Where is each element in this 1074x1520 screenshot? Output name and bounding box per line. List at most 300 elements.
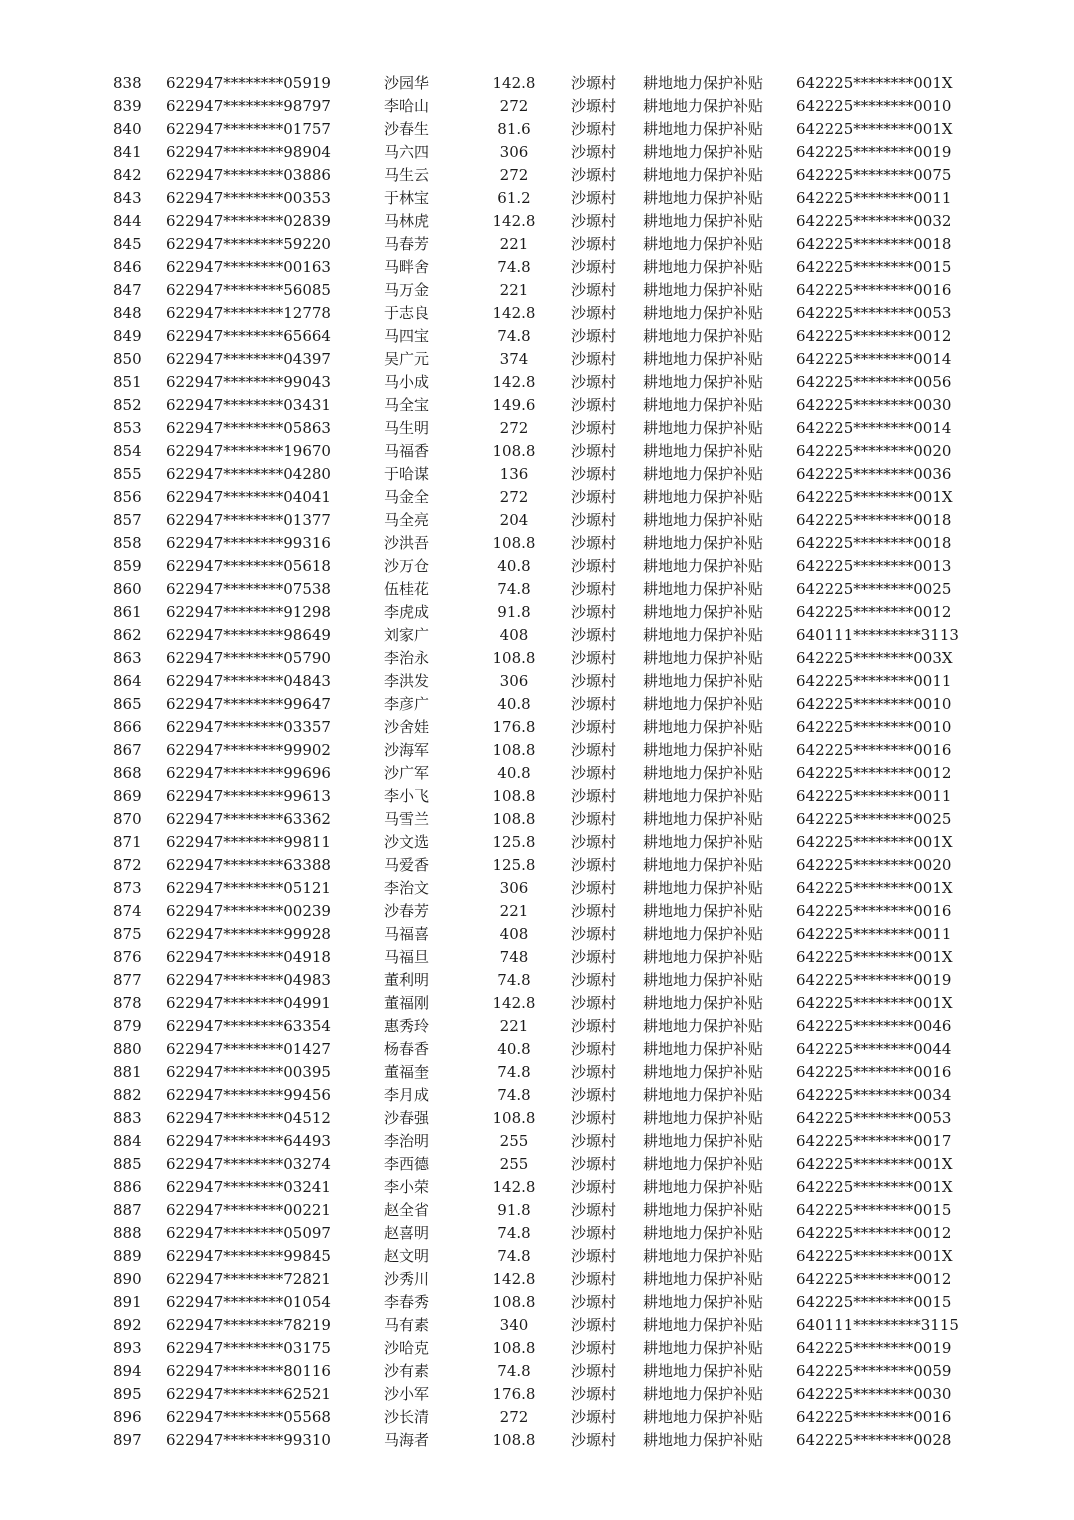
- subsidy-amount: 74.8: [497, 258, 531, 276]
- subsidy-item: 耕地地力保护补贴: [643, 143, 764, 161]
- village-name: 沙塬村: [571, 143, 617, 161]
- subsidy-item: 耕地地力保护补贴: [643, 166, 764, 184]
- subsidy-amount: 408: [499, 925, 529, 943]
- account-number: 622947********05097: [166, 1224, 331, 1242]
- village-name: 沙塬村: [571, 994, 617, 1012]
- recipient-name: 惠秀玲: [384, 1017, 430, 1035]
- subsidy-amount: 108.8: [492, 1109, 536, 1127]
- recipient-name: 李春秀: [384, 1293, 430, 1311]
- subsidy-item: 耕地地力保护补贴: [643, 1201, 764, 1219]
- account-number: 622947********56085: [166, 281, 331, 299]
- village-name: 沙塬村: [571, 1063, 617, 1081]
- subsidy-amount: 74.8: [497, 1247, 531, 1265]
- table-row: [0, 647, 1074, 670]
- table-row: [0, 969, 1074, 992]
- subsidy-amount: 142.8: [492, 1270, 536, 1288]
- account-number: 622947********05618: [166, 557, 331, 575]
- account-number: 622947********78219: [166, 1316, 331, 1334]
- row-number: 895: [113, 1385, 142, 1403]
- table-row: [0, 670, 1074, 693]
- village-name: 沙塬村: [571, 511, 617, 529]
- subsidy-amount: 74.8: [497, 1086, 531, 1104]
- table-row: [0, 739, 1074, 762]
- table-row: [0, 923, 1074, 946]
- village-name: 沙塬村: [571, 764, 617, 782]
- row-number: 890: [113, 1270, 142, 1288]
- subsidy-amount: 74.8: [497, 1362, 531, 1380]
- subsidy-item: 耕地地力保护补贴: [643, 741, 764, 759]
- account-number: 622947********05568: [166, 1408, 331, 1426]
- recipient-name: 李治明: [384, 1132, 430, 1150]
- row-number: 874: [113, 902, 142, 920]
- account-number: 622947********05121: [166, 879, 331, 897]
- subsidy-item: 耕地地力保护补贴: [643, 902, 764, 920]
- subsidy-amount: 306: [499, 672, 529, 690]
- id-number: 642225********0010: [796, 97, 952, 115]
- table-row: [0, 233, 1074, 256]
- account-number: 622947********00163: [166, 258, 331, 276]
- account-number: 622947********03431: [166, 396, 331, 414]
- table-row: [0, 463, 1074, 486]
- account-number: 622947********05790: [166, 649, 331, 667]
- recipient-name: 李小飞: [384, 787, 430, 805]
- table-row: [0, 762, 1074, 785]
- id-number: 642225********0010: [796, 695, 952, 713]
- account-number: 622947********65664: [166, 327, 331, 345]
- subsidy-amount: 142.8: [492, 212, 536, 230]
- row-number: 881: [113, 1063, 142, 1081]
- table-row: [0, 118, 1074, 141]
- village-name: 沙塬村: [571, 235, 617, 253]
- recipient-name: 沙秀川: [384, 1270, 430, 1288]
- subsidy-amount: 108.8: [492, 1293, 536, 1311]
- recipient-name: 董利明: [384, 971, 430, 989]
- account-number: 622947********63354: [166, 1017, 331, 1035]
- row-number: 877: [113, 971, 142, 989]
- subsidy-amount: 255: [499, 1132, 529, 1150]
- id-number: 642225********0020: [796, 442, 952, 460]
- subsidy-item: 耕地地力保护补贴: [643, 1293, 764, 1311]
- table-row: [0, 808, 1074, 831]
- village-name: 沙塬村: [571, 1270, 617, 1288]
- id-number: 642225********0020: [796, 856, 952, 874]
- account-number: 622947********03357: [166, 718, 331, 736]
- village-name: 沙塬村: [571, 1339, 617, 1357]
- table-row: [0, 601, 1074, 624]
- row-number: 852: [113, 396, 142, 414]
- row-number: 867: [113, 741, 142, 759]
- account-number: 622947********04991: [166, 994, 331, 1012]
- row-number: 860: [113, 580, 142, 598]
- village-name: 沙塬村: [571, 1109, 617, 1127]
- id-number: 642225********001X: [796, 1247, 953, 1265]
- recipient-name: 马福旦: [384, 948, 430, 966]
- subsidy-amount: 61.2: [497, 189, 531, 207]
- account-number: 622947********00239: [166, 902, 331, 920]
- id-number: 642225********001X: [796, 879, 953, 897]
- village-name: 沙塬村: [571, 1040, 617, 1058]
- row-number: 893: [113, 1339, 142, 1357]
- table-row: [0, 72, 1074, 95]
- subsidy-item: 耕地地力保护补贴: [643, 695, 764, 713]
- village-name: 沙塬村: [571, 603, 617, 621]
- id-number: 642225********0019: [796, 1339, 952, 1357]
- account-number: 622947********99310: [166, 1431, 331, 1449]
- subsidy-item: 耕地地力保护补贴: [643, 787, 764, 805]
- row-number: 869: [113, 787, 142, 805]
- recipient-name: 马雪兰: [384, 810, 430, 828]
- table-row: [0, 532, 1074, 555]
- subsidy-table: [0, 72, 1074, 1452]
- id-number: 642225********0016: [796, 1063, 952, 1081]
- id-number: 642225********0025: [796, 810, 952, 828]
- row-number: 880: [113, 1040, 142, 1058]
- recipient-name: 马四宝: [384, 327, 430, 345]
- recipient-name: 沙长清: [384, 1408, 430, 1426]
- village-name: 沙塬村: [571, 419, 617, 437]
- table-row: [0, 1383, 1074, 1406]
- village-name: 沙塬村: [571, 120, 617, 138]
- table-row: [0, 1153, 1074, 1176]
- account-number: 622947********99811: [166, 833, 331, 851]
- id-number: 642225********0034: [796, 1086, 952, 1104]
- row-number: 838: [113, 74, 142, 92]
- account-number: 622947********98904: [166, 143, 331, 161]
- recipient-name: 李彦广: [384, 695, 430, 713]
- id-number: 642225********0012: [796, 1224, 952, 1242]
- account-number: 622947********62521: [166, 1385, 331, 1403]
- recipient-name: 李小荣: [384, 1178, 430, 1196]
- account-number: 622947********98797: [166, 97, 331, 115]
- id-number: 642225********003X: [796, 649, 953, 667]
- account-number: 622947********19670: [166, 442, 331, 460]
- village-name: 沙塬村: [571, 971, 617, 989]
- id-number: 642225********0046: [796, 1017, 952, 1035]
- village-name: 沙塬村: [571, 442, 617, 460]
- id-number: 642225********0059: [796, 1362, 952, 1380]
- table-row: [0, 1222, 1074, 1245]
- subsidy-item: 耕地地力保护补贴: [643, 488, 764, 506]
- row-number: 847: [113, 281, 142, 299]
- account-number: 622947********99928: [166, 925, 331, 943]
- row-number: 886: [113, 1178, 142, 1196]
- account-number: 622947********00221: [166, 1201, 331, 1219]
- id-number: 642225********001X: [796, 948, 953, 966]
- subsidy-amount: 272: [499, 1408, 529, 1426]
- account-number: 622947********99902: [166, 741, 331, 759]
- account-number: 622947********64493: [166, 1132, 331, 1150]
- village-name: 沙塬村: [571, 695, 617, 713]
- account-number: 622947********01427: [166, 1040, 331, 1058]
- account-number: 622947********03886: [166, 166, 331, 184]
- village-name: 沙塬村: [571, 74, 617, 92]
- subsidy-item: 耕地地力保护补贴: [643, 1040, 764, 1058]
- recipient-name: 伍桂花: [384, 580, 430, 598]
- recipient-name: 马生云: [384, 166, 430, 184]
- table-row: [0, 1337, 1074, 1360]
- id-number: 642225********0025: [796, 580, 952, 598]
- table-row: [0, 279, 1074, 302]
- table-row: [0, 187, 1074, 210]
- table-row: [0, 1429, 1074, 1452]
- table-row: [0, 1015, 1074, 1038]
- subsidy-amount: 40.8: [497, 557, 531, 575]
- account-number: 622947********99456: [166, 1086, 331, 1104]
- subsidy-item: 耕地地力保护补贴: [643, 948, 764, 966]
- recipient-name: 马畔舍: [384, 258, 430, 276]
- recipient-name: 沙春强: [384, 1109, 430, 1127]
- recipient-name: 马金全: [384, 488, 430, 506]
- village-name: 沙塬村: [571, 258, 617, 276]
- recipient-name: 沙舍娃: [384, 718, 430, 736]
- village-name: 沙塬村: [571, 373, 617, 391]
- subsidy-item: 耕地地力保护补贴: [643, 718, 764, 736]
- recipient-name: 马林虎: [384, 212, 430, 230]
- id-number: 642225********0017: [796, 1132, 952, 1150]
- subsidy-amount: 74.8: [497, 580, 531, 598]
- id-number: 642225********0016: [796, 281, 952, 299]
- account-number: 622947********01054: [166, 1293, 331, 1311]
- id-number: 642225********0015: [796, 1293, 952, 1311]
- id-number: 642225********0075: [796, 166, 952, 184]
- village-name: 沙塬村: [571, 281, 617, 299]
- id-number: 642225********0030: [796, 1385, 952, 1403]
- id-number: 642225********0019: [796, 143, 952, 161]
- account-number: 622947********91298: [166, 603, 331, 621]
- id-number: 642225********0011: [796, 787, 952, 805]
- subsidy-amount: 272: [499, 419, 529, 437]
- village-name: 沙塬村: [571, 1293, 617, 1311]
- recipient-name: 于林宝: [384, 189, 430, 207]
- account-number: 622947********01757: [166, 120, 331, 138]
- row-number: 839: [113, 97, 142, 115]
- row-number: 856: [113, 488, 142, 506]
- subsidy-item: 耕地地力保护补贴: [643, 994, 764, 1012]
- row-number: 851: [113, 373, 142, 391]
- village-name: 沙塬村: [571, 304, 617, 322]
- subsidy-amount: 204: [499, 511, 529, 529]
- row-number: 846: [113, 258, 142, 276]
- table-row: [0, 325, 1074, 348]
- subsidy-item: 耕地地力保护补贴: [643, 879, 764, 897]
- recipient-name: 马全宝: [384, 396, 430, 414]
- table-row: [0, 900, 1074, 923]
- subsidy-item: 耕地地力保护补贴: [643, 1017, 764, 1035]
- subsidy-amount: 108.8: [492, 442, 536, 460]
- recipient-name: 马全亮: [384, 511, 430, 529]
- subsidy-item: 耕地地力保护补贴: [643, 1316, 764, 1334]
- table-row: [0, 555, 1074, 578]
- id-number: 642225********0028: [796, 1431, 952, 1449]
- recipient-name: 沙万仓: [384, 557, 430, 575]
- account-number: 622947********12778: [166, 304, 331, 322]
- account-number: 622947********04512: [166, 1109, 331, 1127]
- village-name: 沙塬村: [571, 879, 617, 897]
- row-number: 875: [113, 925, 142, 943]
- table-row: [0, 141, 1074, 164]
- subsidy-amount: 74.8: [497, 1063, 531, 1081]
- subsidy-amount: 272: [499, 166, 529, 184]
- village-name: 沙塬村: [571, 1017, 617, 1035]
- id-number: 642225********0014: [796, 419, 952, 437]
- recipient-name: 马春芳: [384, 235, 430, 253]
- subsidy-amount: 748: [499, 948, 529, 966]
- id-number: 642225********0012: [796, 764, 952, 782]
- recipient-name: 马小成: [384, 373, 430, 391]
- table-row: [0, 785, 1074, 808]
- row-number: 876: [113, 948, 142, 966]
- recipient-name: 于哈谋: [384, 465, 430, 483]
- subsidy-amount: 81.6: [497, 120, 531, 138]
- id-number: 642225********001X: [796, 994, 953, 1012]
- subsidy-amount: 40.8: [497, 695, 531, 713]
- subsidy-item: 耕地地力保护补贴: [643, 212, 764, 230]
- subsidy-amount: 176.8: [492, 718, 536, 736]
- row-number: 889: [113, 1247, 142, 1265]
- subsidy-amount: 374: [499, 350, 529, 368]
- table-row: [0, 509, 1074, 532]
- recipient-name: 沙春芳: [384, 902, 430, 920]
- recipient-name: 沙小军: [384, 1385, 430, 1403]
- account-number: 622947********99696: [166, 764, 331, 782]
- village-name: 沙塬村: [571, 626, 617, 644]
- subsidy-amount: 142.8: [492, 304, 536, 322]
- account-number: 622947********04280: [166, 465, 331, 483]
- table-row: [0, 1268, 1074, 1291]
- row-number: 873: [113, 879, 142, 897]
- row-number: 850: [113, 350, 142, 368]
- recipient-name: 马生明: [384, 419, 430, 437]
- id-number: 642225********001X: [796, 1178, 953, 1196]
- account-number: 622947********04041: [166, 488, 331, 506]
- recipient-name: 马福喜: [384, 925, 430, 943]
- subsidy-amount: 221: [499, 235, 529, 253]
- table-row: [0, 578, 1074, 601]
- village-name: 沙塬村: [571, 672, 617, 690]
- recipient-name: 董福刚: [384, 994, 430, 1012]
- subsidy-amount: 408: [499, 626, 529, 644]
- subsidy-item: 耕地地力保护补贴: [643, 442, 764, 460]
- village-name: 沙塬村: [571, 1408, 617, 1426]
- id-number: 642225********0011: [796, 672, 952, 690]
- subsidy-amount: 255: [499, 1155, 529, 1173]
- id-number: 642225********001X: [796, 120, 953, 138]
- subsidy-amount: 221: [499, 902, 529, 920]
- subsidy-amount: 108.8: [492, 649, 536, 667]
- recipient-name: 沙洪吾: [384, 534, 430, 552]
- village-name: 沙塬村: [571, 396, 617, 414]
- id-number: 642225********001X: [796, 1155, 953, 1173]
- subsidy-item: 耕地地力保护补贴: [643, 649, 764, 667]
- subsidy-item: 耕地地力保护补贴: [643, 925, 764, 943]
- row-number: 891: [113, 1293, 142, 1311]
- recipient-name: 沙哈克: [384, 1339, 430, 1357]
- account-number: 622947********00353: [166, 189, 331, 207]
- subsidy-amount: 108.8: [492, 787, 536, 805]
- village-name: 沙塬村: [571, 557, 617, 575]
- row-number: 868: [113, 764, 142, 782]
- id-number: 642225********0056: [796, 373, 952, 391]
- row-number: 887: [113, 1201, 142, 1219]
- village-name: 沙塬村: [571, 925, 617, 943]
- subsidy-amount: 306: [499, 879, 529, 897]
- recipient-name: 马海者: [384, 1431, 430, 1449]
- village-name: 沙塬村: [571, 327, 617, 345]
- subsidy-amount: 108.8: [492, 534, 536, 552]
- account-number: 622947********59220: [166, 235, 331, 253]
- recipient-name: 于志良: [384, 304, 430, 322]
- recipient-name: 沙广军: [384, 764, 430, 782]
- village-name: 沙塬村: [571, 948, 617, 966]
- row-number: 861: [113, 603, 142, 621]
- id-number: 642225********0015: [796, 1201, 952, 1219]
- id-number: 642225********0053: [796, 304, 952, 322]
- id-number: 642225********0011: [796, 925, 952, 943]
- table-row: [0, 1360, 1074, 1383]
- subsidy-item: 耕地地力保护补贴: [643, 1155, 764, 1173]
- subsidy-amount: 108.8: [492, 741, 536, 759]
- subsidy-item: 耕地地力保护补贴: [643, 258, 764, 276]
- recipient-name: 马福香: [384, 442, 430, 460]
- subsidy-item: 耕地地力保护补贴: [643, 327, 764, 345]
- subsidy-item: 耕地地力保护补贴: [643, 1431, 764, 1449]
- subsidy-item: 耕地地力保护补贴: [643, 672, 764, 690]
- subsidy-amount: 108.8: [492, 1431, 536, 1449]
- subsidy-amount: 40.8: [497, 1040, 531, 1058]
- row-number: 843: [113, 189, 142, 207]
- subsidy-amount: 149.6: [492, 396, 536, 414]
- subsidy-amount: 142.8: [492, 994, 536, 1012]
- table-row: [0, 302, 1074, 325]
- table-row: [0, 394, 1074, 417]
- row-number: 864: [113, 672, 142, 690]
- village-name: 沙塬村: [571, 488, 617, 506]
- village-name: 沙塬村: [571, 580, 617, 598]
- subsidy-amount: 142.8: [492, 1178, 536, 1196]
- recipient-name: 沙文选: [384, 833, 430, 851]
- village-name: 沙塬村: [571, 741, 617, 759]
- table-row: [0, 946, 1074, 969]
- subsidy-amount: 125.8: [492, 833, 536, 851]
- row-number: 862: [113, 626, 142, 644]
- table-row: [0, 371, 1074, 394]
- subsidy-amount: 108.8: [492, 810, 536, 828]
- village-name: 沙塬村: [571, 1431, 617, 1449]
- account-number: 622947********99647: [166, 695, 331, 713]
- table-row: [0, 1084, 1074, 1107]
- row-number: 858: [113, 534, 142, 552]
- village-name: 沙塬村: [571, 1362, 617, 1380]
- account-number: 622947********99613: [166, 787, 331, 805]
- village-name: 沙塬村: [571, 212, 617, 230]
- id-number: 642225********0012: [796, 1270, 952, 1288]
- id-number: 642225********0016: [796, 1408, 952, 1426]
- subsidy-item: 耕地地力保护补贴: [643, 1178, 764, 1196]
- row-number: 878: [113, 994, 142, 1012]
- table-row: [0, 1176, 1074, 1199]
- id-number: 642225********0010: [796, 718, 952, 736]
- table-row: [0, 693, 1074, 716]
- row-number: 855: [113, 465, 142, 483]
- village-name: 沙塬村: [571, 350, 617, 368]
- account-number: 622947********03241: [166, 1178, 331, 1196]
- row-number: 863: [113, 649, 142, 667]
- table-row: [0, 1130, 1074, 1153]
- table-row: [0, 440, 1074, 463]
- row-number: 849: [113, 327, 142, 345]
- row-number: 894: [113, 1362, 142, 1380]
- subsidy-amount: 221: [499, 281, 529, 299]
